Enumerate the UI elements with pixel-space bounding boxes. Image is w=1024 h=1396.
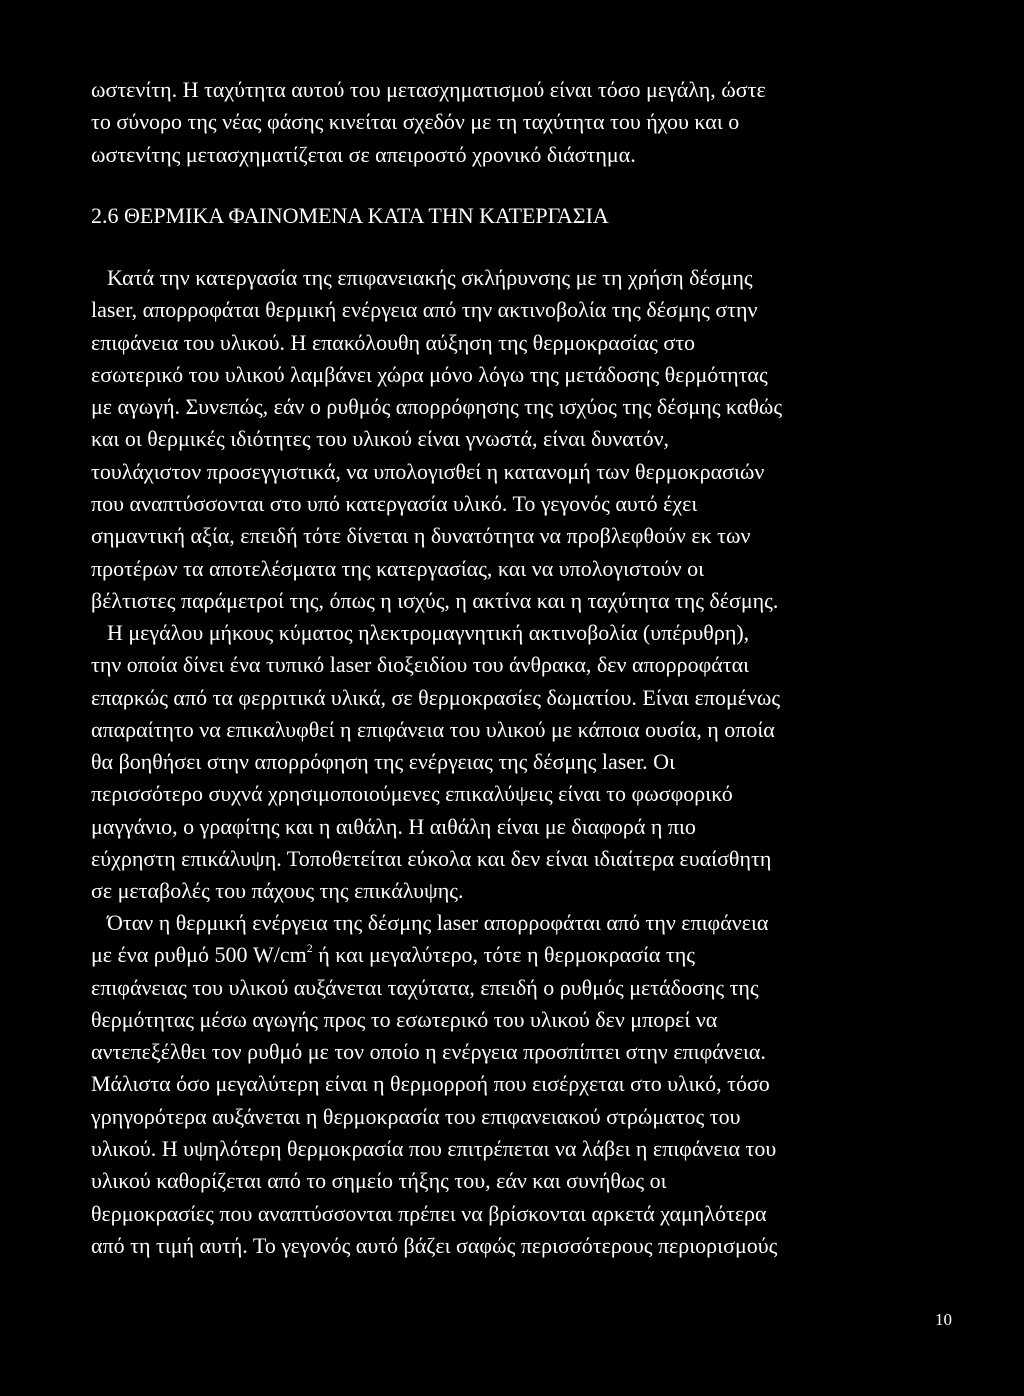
text-line-with-superscript (91, 939, 971, 971)
superscript: 2 (306, 940, 313, 955)
text-line: και οι θερμικές ιδιότητες του υλικού είναι γνωστά, είναι δυνατόν, (91, 426, 670, 452)
text-line: επιφάνειας του υλικού αυξάνεται ταχύτατα, επειδή ο ρυθμός μετάδοσης της (91, 974, 759, 1000)
text-line: που αναπτύσσονται στο υπό κατεργασία υλικό. Το γεγονός αυτό έχει (91, 491, 698, 517)
text-line: υλικού καθορίζεται από το σημείο τήξης του, εάν και συνήθως οι (91, 1168, 667, 1194)
text-line: το σύνορο της νέας φάσης κινείται σχεδόν με τη ταχύτητα του ήχου και ο (91, 109, 740, 135)
text-line: περισσότερο συχνά χρησιμοποιούμενες επικαλύψεις είναι το φωσφορικό (91, 781, 733, 807)
text-line: εύχρηστη επικάλυψη. Τοποθετείται εύκολα και δεν είναι ιδιαίτερα ευαίσθητη (91, 846, 772, 872)
text-line: υλικού. Η υψηλότερη θερμοκρασία που επιτρέπεται να λάβει η επιφάνεια του (91, 1136, 777, 1162)
section-heading: 2.6 ΘΕΡΜΙΚΑ ΦΑΙΝΟΜΕΝΑ ΚΑΤΑ ΤΗΝ ΚΑΤΕΡΓΑΣΙΑ (91, 203, 609, 228)
text-line: ωστενίτης μετασχηματίζεται σε απειροστό χρονικό διάστημα. (91, 141, 636, 167)
text-line: τουλάχιστον προσεγγιστικά, να υπολογισθεί η κατανομή των θερμοκρασιών (91, 458, 765, 484)
paragraph-2 (91, 617, 971, 908)
text-line: Μάλιστα όσο μεγαλύτερη είναι η θερμορροή που εισέρχεται στο υλικό, τόσο (91, 1071, 770, 1097)
text-line: βέλτιστες παράμετροί της, όπως η ισχύς, η ακτίνα και η ταχύτητα της δέσμης. (91, 587, 779, 613)
text-fragment: με ένα ρυθμό 500 W/cm (91, 942, 307, 968)
text-line: θερμότητας μέσω αγωγής προς το εσωτερικό του υλικού δεν μπορεί να (91, 1006, 718, 1032)
text-line: αντεπεξέλθει τον ρυθμό με τον οποίο η ενέργεια προσπίπτει στην επιφάνεια. (91, 1039, 766, 1065)
text-fragment: ή και μεγαλύτερο, τότε η θερμοκρασία της (312, 942, 695, 968)
text-line: θα βοηθήσει στην απορρόφηση της ενέργειας της δέσμης laser. Οι (91, 749, 675, 775)
paragraph-1 (91, 262, 971, 617)
text-line: με αγωγή. Συνεπώς, εάν ο ρυθμός απορρόφησης της ισχύος της δέσμης καθώς (91, 394, 783, 420)
text-line: μαγγάνιο, ο γραφίτης και η αιθάλη. Η αιθάλη είναι με διαφορά η πιο (91, 813, 696, 839)
text-line: προτέρων τα αποτελέσματα της κατεργασίας, και να υπολογιστούν οι (91, 555, 704, 581)
text-line: laser, απορροφάται θερμική ενέργεια από την ακτινοβολία της δέσμης στην (91, 297, 758, 323)
text-line: Κατά την κατεργασία της επιφανειακής σκλήρυνσης με τη χρήση δέσμης (107, 265, 753, 290)
text-line: απαραίτητο να επικαλυφθεί η επιφάνεια του υλικού με κάποια ουσία, η οποία (91, 716, 775, 742)
text-line: Η μεγάλου μήκους κύματος ηλεκτρομαγνητική ακτινοβολία (υπέρυθρη), (107, 620, 750, 645)
text-line: σημαντική αξία, επειδή τότε δίνεται η δυνατότητα να προβλεφθούν εκ των (91, 523, 751, 549)
text-line: θερμοκρασίες που αναπτύσσονται πρέπει να βρίσκονται αρκετά χαμηλότερα (91, 1200, 767, 1226)
text-line: την οποία δίνει ένα τυπικό laser διοξειδίου του άνθρακα, δεν απορροφάται (91, 652, 750, 678)
text-line: επιφάνεια του υλικού. Η επακόλουθη αύξηση της θερμοκρασίας στο (91, 329, 696, 355)
text-line: από τη τιμή αυτή. Το γεγονός αυτό βάζει σαφώς περισσότερους περιορισμούς (91, 1232, 778, 1258)
text-line: εσωτερικό του υλικού λαμβάνει χώρα μόνο λόγω της μετάδοσης θερμότητας (91, 361, 768, 387)
intro-paragraph (91, 74, 971, 171)
text-line: γρηγορότερα αυξάνεται η θερμοκρασία του επιφανειακού στρώματος του (91, 1103, 741, 1129)
paragraph-3 (91, 907, 971, 1262)
text-line: ωστενίτη. Η ταχύτητα αυτού του μετασχηματισμού είναι τόσο μεγάλη, ώστε (91, 77, 766, 102)
page-number: 10 (935, 1310, 952, 1329)
text-line: Όταν η θερμική ενέργεια της δέσμης laser απορροφάται από την επιφάνεια (107, 910, 769, 935)
text-line: σε μεταβολές του πάχους της επικάλυψης. (91, 878, 464, 904)
text-line: επαρκώς από τα φερριτικά υλικά, σε θερμοκρασίες δωματίου. Είναι επομένως (91, 684, 781, 710)
